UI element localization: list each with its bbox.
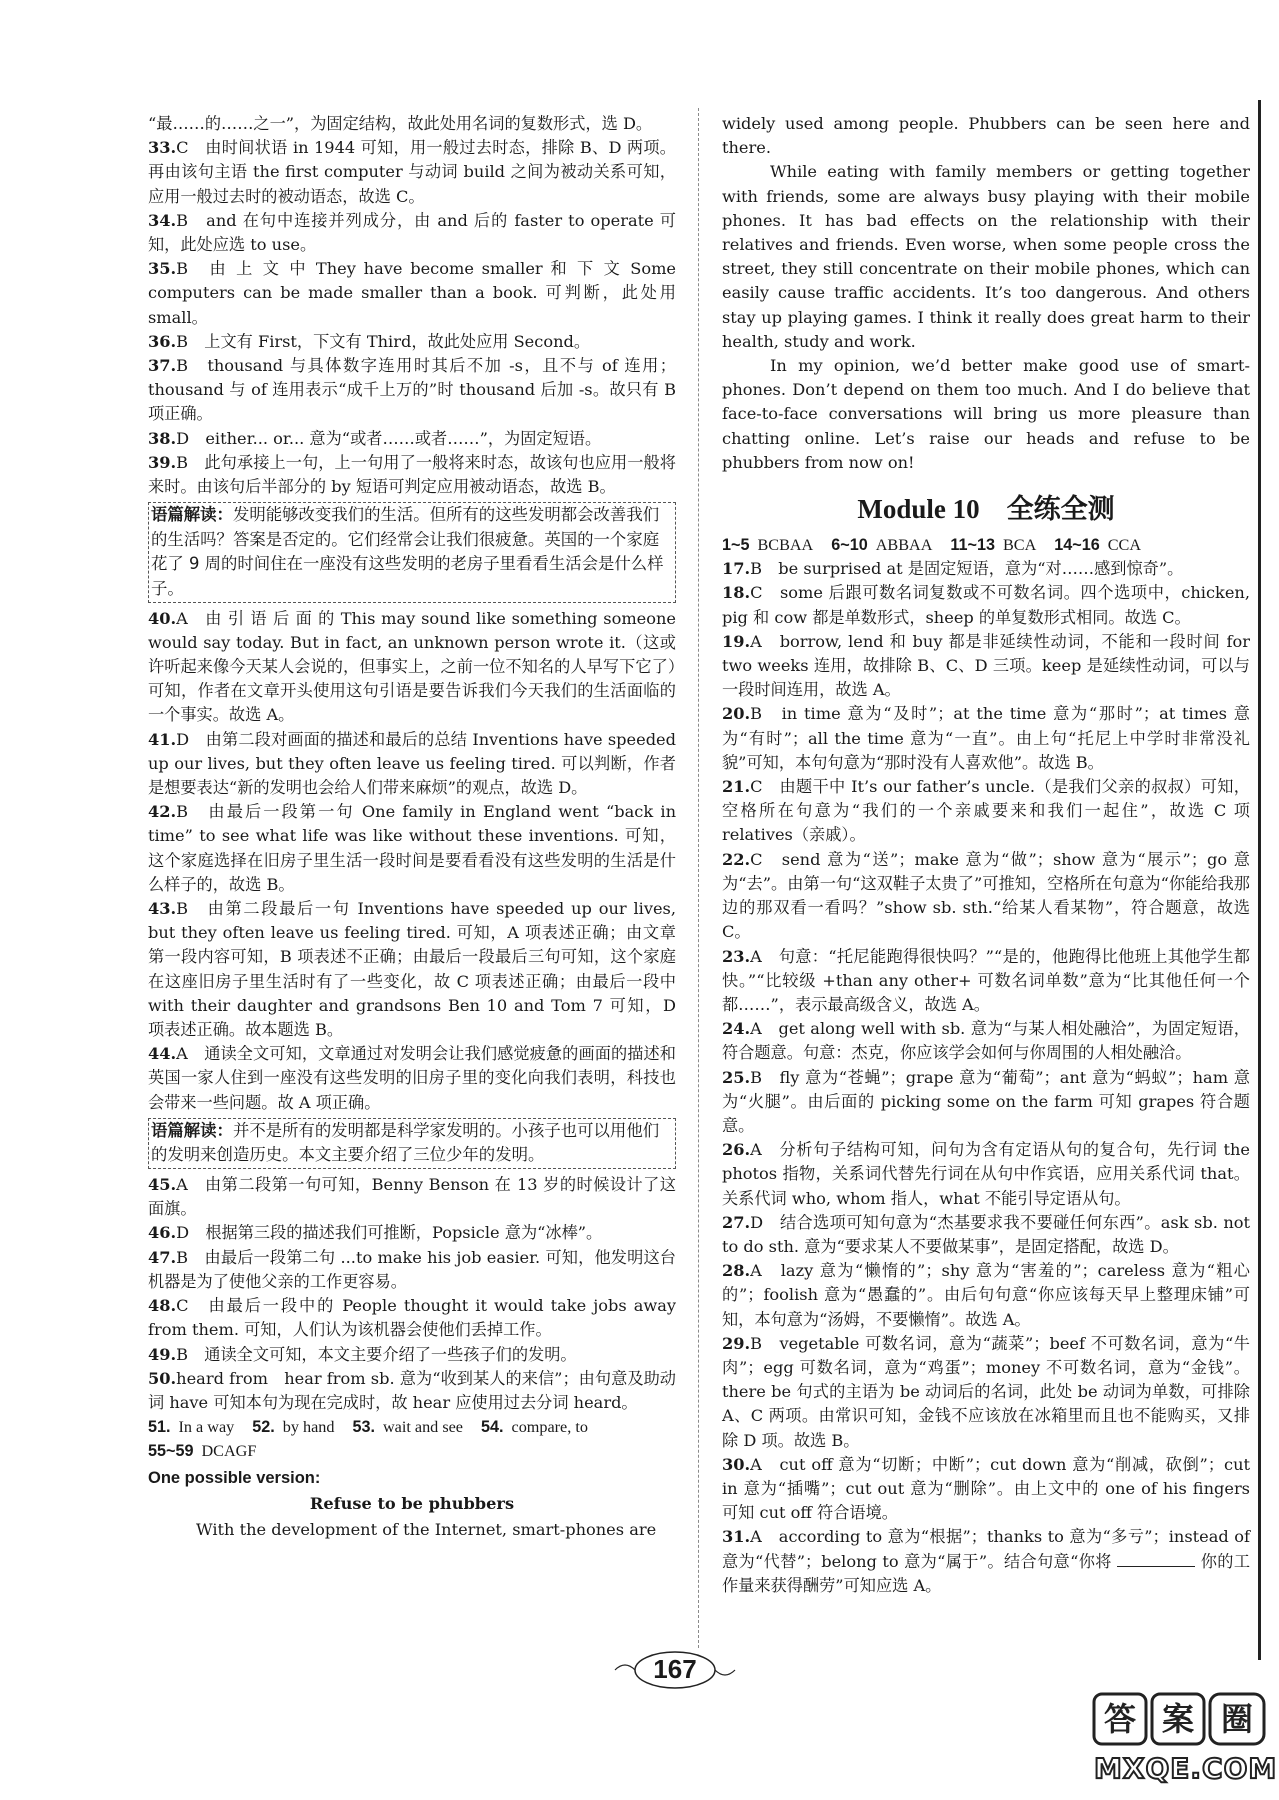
watermark-logo xyxy=(1090,1690,1270,1750)
answer-number: 39. xyxy=(148,452,177,472)
answer-number: 36. xyxy=(148,331,177,351)
answer-explanation: C 由时间状语 in 1944 可知，用一般过去时态，排除 B、D 两项。再由该句主语 the first computer 与动词 build 之间为被动关系可知，应用一般过去时的被动语态，故选 C。 xyxy=(148,138,676,206)
range-answer-value: DCAGF xyxy=(201,1442,257,1461)
answer-explanation: B in time 意为“及时”；at the time 意为“那时”；at times 意为“有时”；all the time 意为“一直”。由上句“托尼上中学时非常没礼貌”可知，本句句意为“那时没有人喜欢他”。故选 B。 xyxy=(722,704,1250,772)
answer-item xyxy=(148,354,676,427)
answer-item xyxy=(148,1367,676,1415)
range-answer-row xyxy=(148,1439,676,1463)
answer-number: 22. xyxy=(722,849,751,869)
short-answer-value: In a way xyxy=(178,1418,235,1437)
answer-explanation: A 由第二段第一句可知，Benny Benson 在 13 岁的时候设计了这面旗。 xyxy=(148,1175,676,1219)
answer-explanation: A cut off 意为“切断；中断”；cut down 意为“削减，砍倒”；cut in 意为“插嘴”；cut out 意为“删除”。由上文中的 one of his fingers 可知 cut off 符合语境。 xyxy=(722,1454,1250,1523)
answer-number: 47. xyxy=(148,1247,177,1267)
answer-explanation: D either... or... 意为“或者……或者……”，为固定短语。 xyxy=(176,428,602,448)
answer-number: 31. xyxy=(722,1527,751,1547)
answer-explanation: B 此句承接上一句，上一句用了一般将来时态，故该句也应用一般将来时。由该句后半部分的 by 短语可判定应用被动语态，故选 B。 xyxy=(148,452,676,497)
short-answer-number: 54. xyxy=(481,1418,504,1437)
answer-groups-row xyxy=(722,533,1250,557)
module-title: Module 10 全练全测 xyxy=(857,494,1115,525)
svg-text:答: 答 xyxy=(1103,1700,1137,1738)
answer-number: 33. xyxy=(148,138,177,158)
answer-number: 27. xyxy=(722,1212,751,1232)
answer-number: 46. xyxy=(148,1223,177,1243)
answer-item xyxy=(148,1246,676,1294)
answer-explanation: B 由最后一段第二句 ...to make his job easier. 可知，他发明这台机器是为了使他父亲的工作更容易。 xyxy=(148,1247,676,1291)
fill-in-blank xyxy=(1117,1552,1195,1567)
answer-explanation: A 由 引 语 后 面 的 This may sound like something someone would say today. But in fact, an unknown person wrote it.（这或许听起来像今天某人会说的，但事实上，之前一位不知名的人早写下它了）可知，作者在文章开头使用这句引语是要告诉我们今天我们的生活面临的一个事实。故选 A。 xyxy=(148,608,676,725)
short-answer-value: by hand xyxy=(282,1418,335,1437)
answer-item xyxy=(148,1042,676,1115)
answer-item xyxy=(148,1221,676,1245)
answer-group-value: BCBAA xyxy=(757,536,814,555)
answer-item xyxy=(722,630,1250,703)
answer-explanation: D 结合选项可知句意为“杰基要求我不要碰任何东西”。ask sb. not to do sth. 意为“要求某人不要做某事”，是固定搭配，故选 D。 xyxy=(722,1212,1250,1256)
answer-explanation: D 由第二段对画面的描述和最后的总结 Inventions have speeded up our lives, but they often leave us feeling tired. 可以判断，作者是想要表达“新的发明也会给人们带来麻烦”的观点，故选 D。 xyxy=(148,729,676,798)
answer-explanation: B 由 上 文 中 They have become smaller 和 下 文 Some computers can be made smaller than a book. 可判断，此处用 small。 xyxy=(148,259,676,327)
answer-explanation: B 由第二段最后一句 Inventions have speeded up our lives, but they often leave us feeling tired. 可知，A 项表述正确；由文章第一段内容可知，B 项表述不正确；由最后一段最后三句可知，这个家庭在这座旧房子里生活时有了一些变化，故 C 项表述正确；由最后一段中 with their daughter and grandsons Ben 10 and Tom 7 可知，D 项表述正确。故本题选 B。 xyxy=(148,899,676,1040)
answer-number: 23. xyxy=(722,946,751,966)
answer-number: 38. xyxy=(148,428,177,448)
answer-explanation: B fly 意为“苍蝇”；grape 意为“葡萄”；ant 意为“蚂蚁”；ham 意为“火腿”。由后面的 picking some on the farm 可知 grapes 符合题意。 xyxy=(722,1067,1250,1135)
answer-group-range: 1~5 xyxy=(722,536,750,555)
answer-group-value: ABBAA xyxy=(875,536,933,555)
answer-number: 41. xyxy=(148,729,177,749)
answer-group-range: 14~16 xyxy=(1054,536,1100,555)
answer-number: 26. xyxy=(722,1140,751,1160)
answer-explanation: A lazy 意为“懒惰的”；shy 意为“害羞的”；careless 意为“粗心的”；foolish 意为“愚蠢的”。由后句句意“你应该每天早上整理床铺”可知，本句意为“汤姆，不要懒惰”。故选 A。 xyxy=(722,1261,1250,1329)
answer-number: 50. xyxy=(148,1368,177,1388)
answer-item xyxy=(722,1017,1250,1065)
answer-number: 19. xyxy=(722,631,751,651)
answer-explanation: B be surprised at 是固定短语，意为“对……感到惊奇”。 xyxy=(750,559,1184,579)
answer-item xyxy=(722,1332,1250,1453)
answer-item xyxy=(722,945,1250,1018)
answer-number: 44. xyxy=(148,1044,177,1064)
answer-group-range: 11~13 xyxy=(950,536,995,555)
answer-group-value: BCA xyxy=(1002,536,1037,555)
answer-item xyxy=(148,451,676,499)
essay-paragraph: In my opinion, we’d better make good use of smart-phones. Don’t depend on them too much. And I do believe that face-to-face conversations will bring us more pleasure than chatting online. Let’s raise our heads and refuse to be phubbers from now on! xyxy=(722,356,1250,472)
answer-explanation: C send 意为“送”；make 意为“做”；show 意为“展示”；go 意为“去”。由第一句“这双鞋子太贵了”可推知，空格所在句意为“你能给我那边的那双看一看吗？”show sb. sth.“给某人看某物”，符合题意，故选 C。 xyxy=(722,849,1250,942)
essay-paragraph: While eating with family members or getting together with friends, some are always busy playing with their mobile phones. It has bad effects on the relationship with their relatives and friends. Even worse, when some people cross the street, they still concentrate on their mobile phones, which can easily cause traffic accidents. It’s too dangerous. And others stay up playing games. I think it really does great harm to their health, study and work. xyxy=(722,162,1250,351)
short-answers-row xyxy=(148,1415,676,1439)
answer-explanation: B and 在句中连接并列成分，由 and 后的 faster to operate 可知，此处应选 to use。 xyxy=(148,210,676,255)
answer-number: 18. xyxy=(722,583,751,603)
answer-explanation: B 通读全文可知，本文主要介绍了一些孩子们的发明。 xyxy=(176,1344,577,1364)
answer-item xyxy=(148,330,676,354)
answer-number: 43. xyxy=(148,899,177,919)
short-answer-number: 53. xyxy=(352,1418,375,1437)
answer-number: 17. xyxy=(722,559,751,579)
answer-explanation: B thousand 与具体数字连用时其后不加 -s，且不与 of 连用；thousand 与 of 连用表示“成千上万的”时 thousand 后加 -s。故只有 B 项正确。 xyxy=(148,356,676,424)
answer-explanation: “最……的……之一”，为固定结构，故此处用名词的复数形式，选 D。 xyxy=(148,114,653,133)
short-answer-value: wait and see xyxy=(382,1418,463,1437)
answer-item xyxy=(722,1138,1250,1211)
answer-explanation: heard from hear from sb. 意为“收到某人的来信”；由句意及助动词 have 可知本句为现在完成时，故 hear 应使用过去分词 heard。 xyxy=(148,1368,676,1412)
right-column xyxy=(722,112,1250,1598)
answer-number: 21. xyxy=(722,777,751,797)
answer-explanation: D 根据第三段的描述我们可推断，Popsicle 意为“冰棒”。 xyxy=(176,1223,603,1243)
answer-explanation: C 由最后一段中的 People thought it would take jobs away from them. 可知，人们认为该机器会使他们丢掉工作。 xyxy=(148,1296,676,1340)
reading-analysis-box xyxy=(148,502,676,602)
watermark-text: MXQE.COM xyxy=(1094,1752,1278,1785)
reading-analysis-label: 语篇解读： xyxy=(151,1120,233,1140)
answer-item xyxy=(148,897,676,1042)
answer-item xyxy=(148,800,676,897)
answer-item xyxy=(722,1066,1250,1139)
reading-analysis-text: 并不是所有的发明都是科学家发明的。小孩子也可以用他们的发明来创造历史。本文主要介绍了三位少年的发明。 xyxy=(151,1120,660,1165)
answer-item xyxy=(722,1453,1250,1526)
answer-number: 25. xyxy=(722,1067,751,1087)
answer-explanation: A borrow, lend 和 buy 都是非延续性动词，不能和一段时间 for two weeks 连用，故排除 B、C、D 三项。keep 是延续性动词，可以与一段时间连用，故选 A。 xyxy=(722,631,1250,700)
column-divider xyxy=(698,108,699,1648)
answer-item xyxy=(722,1211,1250,1259)
answer-group-range: 6~10 xyxy=(831,536,868,555)
answer-item xyxy=(722,557,1250,581)
answer-item xyxy=(148,136,676,209)
answer-explanation: C some 后跟可数名词复数或不可数名词。四个选项中，chicken, pig 和 cow 都是单数形式，sheep 的单复数形式相同。故选 C。 xyxy=(722,583,1250,627)
answer-item xyxy=(148,427,676,451)
answer-group-value: CCA xyxy=(1107,536,1142,555)
answer-number: 29. xyxy=(722,1333,751,1353)
reading-analysis-box xyxy=(148,1118,676,1169)
answer-explanation: B vegetable 可数名词，意为“蔬菜”；beef 不可数名词，意为“牛肉”；egg 可数名词，意为“鸡蛋”；money 不可数名词，意为“金钱”。there be 句式的主语为 be 动词后的名词，此处 be 动词为单数，可排除 A、C 两项。由常识可知，金钱不应该放在冰箱里而且也不能购买，又排除 D 项。故选 B。 xyxy=(722,1333,1250,1450)
answer-item xyxy=(722,848,1250,945)
short-answer-value: compare, to xyxy=(511,1418,588,1437)
essay-paragraph: With the development of the Internet, smart-phones are xyxy=(196,1519,657,1539)
answer-explanation: C 由题干中 It’s our father’s uncle.（是我们父亲的叔叔）可知，空格所在句意为“我们的一个亲戚要来和我们一起住”，故选 C 项 relatives（亲戚）。 xyxy=(722,777,1250,845)
short-answer-number: 51. xyxy=(148,1418,171,1437)
answer-item xyxy=(148,112,676,136)
answer-item xyxy=(722,702,1250,775)
answer-explanation: A 句意：“托尼能跑得很快吗？”“是的，他跑得比他班上其他学生都快。”“比较级 +than any other+ 可数名词单数”意为“比其他任何一个都……”，表示最高级含义，故选 A。 xyxy=(722,946,1250,1014)
watermark xyxy=(1090,1690,1278,1790)
answer-item xyxy=(722,1259,1250,1332)
answer-number: 40. xyxy=(148,608,177,628)
answer-item xyxy=(148,607,676,728)
page-number-badge xyxy=(610,1648,740,1692)
answer-explanation: A 通读全文可知，文章通过对发明会让我们感觉疲惫的画面的描述和英国一家人住到一座没有这些发明的旧房子里的变化向我们表明，科技也会带来一些问题。故 A 项正确。 xyxy=(148,1044,676,1112)
answer-number: 37. xyxy=(148,356,177,376)
left-column xyxy=(148,112,676,1542)
answer-item xyxy=(148,1343,676,1367)
answer-number: 35. xyxy=(148,259,177,279)
answer-number: 34. xyxy=(148,210,177,230)
answer-number: 48. xyxy=(148,1296,177,1316)
answer-explanation: B 由最后一段第一句 One family in England went “back in time” to see what life was like without these inventions. 可知，这个家庭选择在旧房子里生活一段时间是要看看没有这些发明的生活是什么样子的，故选 B。 xyxy=(148,802,676,894)
essay-heading: One possible version: xyxy=(148,1468,321,1487)
answer-explanation: A according to 意为“根据”；thanks to 意为“多亏”；instead of 意为“代替”；belong to 意为“属于”。结合句意“你将 你的工作量来获得酬劳”可知应选 A。 xyxy=(722,1527,1251,1595)
answer-item xyxy=(148,1294,676,1342)
answer-item xyxy=(722,775,1250,848)
answer-item xyxy=(148,209,676,257)
answer-item xyxy=(148,1173,676,1221)
range-answer-number: 55~59 xyxy=(148,1442,194,1461)
reading-analysis-text: 发明能够改变我们的生活。但所有的这些发明都会改善我们的生活吗？答案是否定的。它们经常会让我们很疲惫。英国的一个家庭花了 9 周的时间住在一座没有这些发明的老房子里看看生活会是什么样子。 xyxy=(151,505,664,599)
answer-item xyxy=(148,257,676,330)
answer-number: 24. xyxy=(722,1019,751,1039)
essay-title: Refuse to be phubbers xyxy=(309,1493,515,1513)
right-margin-bar xyxy=(1258,100,1261,1660)
answer-number: 20. xyxy=(722,704,751,724)
answer-explanation: A get along well with sb. 意为“与某人相处融洽”，为固定短语，符合题意。句意：杰克，你应该学会如何与你周围的人相处融洽。 xyxy=(722,1019,1250,1063)
answer-explanation: B 上文有 First，下文有 Third，故此处应用 Second。 xyxy=(176,331,591,351)
answer-number: 49. xyxy=(148,1344,177,1364)
short-answer-number: 52. xyxy=(252,1418,275,1437)
answer-number: 45. xyxy=(148,1175,177,1195)
reading-analysis-label: 语篇解读： xyxy=(151,505,233,525)
answer-explanation: A 分析句子结构可知，问句为含有定语从句的复合句，先行词 the photos 指物，关系词代替先行词在从句中作宾语，应用关系代词 that。关系代词 who, whom 指人，what 不能引导定语从句。 xyxy=(722,1140,1250,1208)
answer-number: 28. xyxy=(722,1261,751,1281)
essay-paragraph-continued: widely used among people. Phubbers can be seen here and there. xyxy=(722,114,1250,158)
answer-item xyxy=(148,728,676,801)
answer-number: 30. xyxy=(722,1454,751,1474)
answer-item xyxy=(722,1525,1250,1598)
page-number: 167 xyxy=(653,1654,697,1684)
svg-text:圈: 圈 xyxy=(1220,1700,1254,1738)
answer-item xyxy=(722,581,1250,629)
svg-text:案: 案 xyxy=(1161,1700,1195,1738)
answer-number: 42. xyxy=(148,802,177,822)
